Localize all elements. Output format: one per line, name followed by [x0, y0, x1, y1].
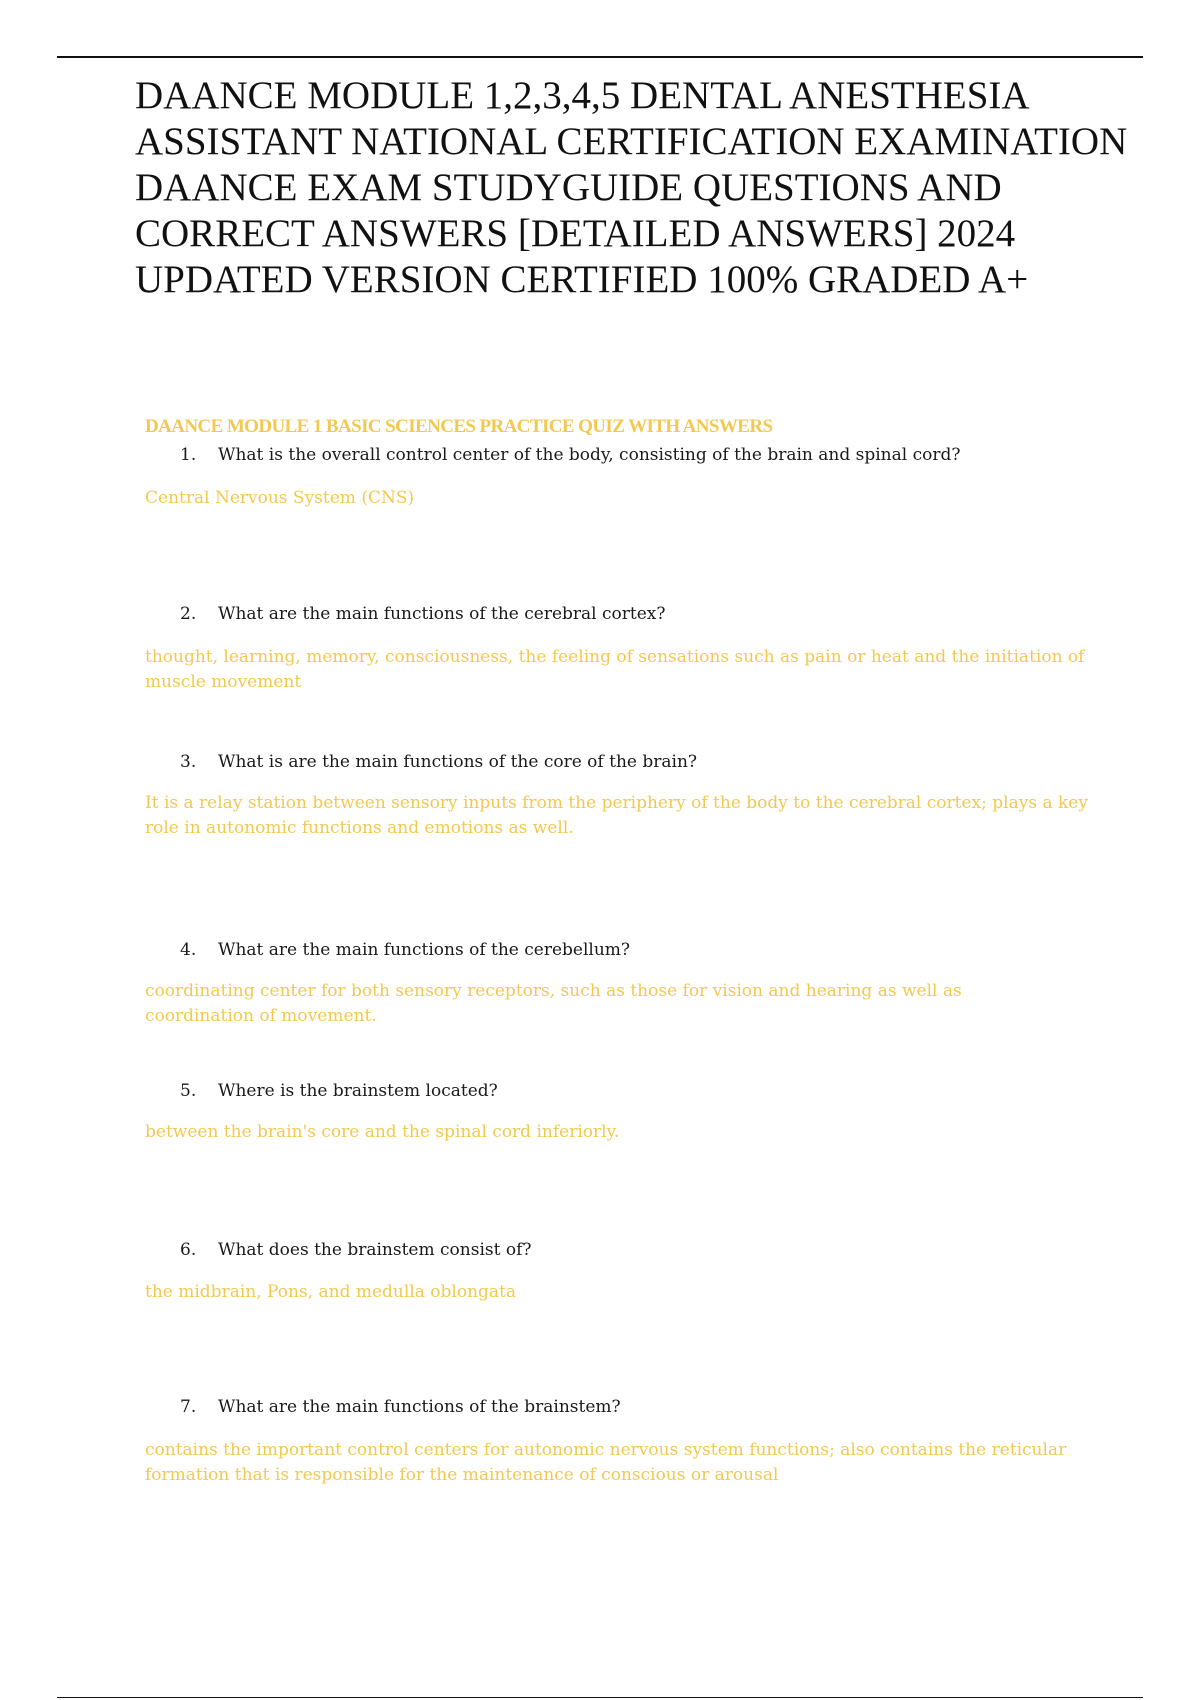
question-text: What does the brainstem consist of?	[218, 1240, 532, 1260]
question-number: 4.	[180, 940, 197, 960]
question-item	[180, 938, 630, 962]
top-rule	[57, 56, 1143, 58]
answer-text: Central Nervous System (CNS)	[145, 488, 415, 508]
question-number: 1.	[180, 445, 197, 465]
question-item	[180, 1238, 531, 1262]
question-number: 7.	[180, 1397, 197, 1417]
answer-text: thought, learning, memory, consciousness, the feeling of sensations such as pain or heat and the initiation of muscle movement	[145, 647, 1085, 692]
question-number: 2.	[180, 604, 197, 624]
bottom-rule	[57, 1697, 1143, 1698]
question-text: What are the main functions of the brainstem?	[218, 1397, 621, 1417]
question-item	[180, 1079, 498, 1103]
answer-text: coordinating center for both sensory receptors, such as those for vision and hearing as well as coordination of movement.	[145, 981, 962, 1026]
question-item	[180, 443, 960, 467]
answer-text: contains the important control centers for autonomic nervous system functions; also contains the reticular formation that is responsible for the maintenance of conscious or arousal	[145, 1440, 1067, 1485]
question-text: What is the overall control center of the body, consisting of the brain and spinal cord?	[218, 445, 961, 465]
question-number: 6.	[180, 1240, 197, 1260]
question-text: What are the main functions of the cerebellum?	[218, 940, 631, 960]
answer-text: between the brain's core and the spinal cord inferiorly.	[145, 1122, 620, 1142]
question-text: What are the main functions of the cerebral cortex?	[218, 604, 666, 624]
answer-text: the midbrain, Pons, and medulla oblongata	[145, 1282, 517, 1302]
document-title: DAANCE MODULE 1,2,3,4,5 DENTAL ANESTHESIA ASSISTANT NATIONAL CERTIFICATION EXAMINATION DAANCE EXAM STUDYGUIDE QUESTIONS AND CORRECT ANSWERS [DETAILED ANSWERS] 2024 UPDATED VERSION CERTIFIED 100% GRADED A+	[135, 74, 1128, 301]
section-heading: DAANCE MODULE 1 BASIC SCIENCES PRACTICE QUIZ WITH ANSWERS	[145, 416, 773, 437]
question-text: Where is the brainstem located?	[218, 1081, 498, 1101]
question-item	[180, 750, 697, 774]
question-text: What is are the main functions of the core of the brain?	[218, 752, 698, 772]
question-number: 5.	[180, 1081, 197, 1101]
question-item	[180, 602, 666, 626]
answer-text: It is a relay station between sensory inputs from the periphery of the body to the cerebral cortex; plays a key role in autonomic functions and emotions as well.	[145, 793, 1088, 838]
question-number: 3.	[180, 752, 197, 772]
question-item	[180, 1395, 621, 1419]
